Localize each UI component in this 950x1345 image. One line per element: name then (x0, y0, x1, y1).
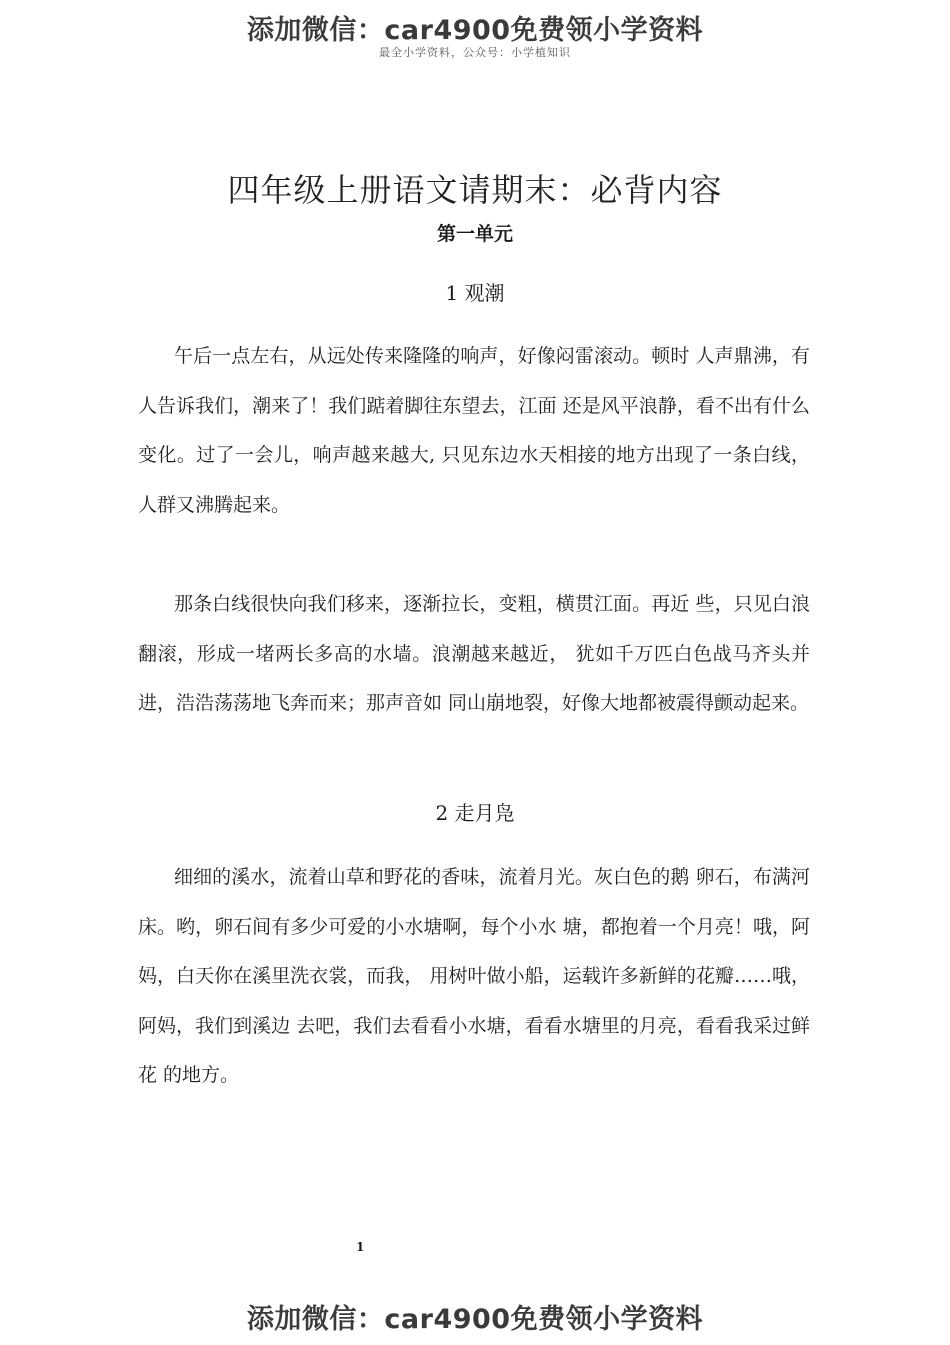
document-title: 四年级上册语文请期末：必背内容 (227, 171, 723, 210)
page-number: 1 (356, 1240, 365, 1254)
header-note: 最全小学资料，公众号：小学植知识 (379, 46, 571, 59)
lesson-2-paragraph-1: 细细的溪水，流着山草和野花的香味，流着月光。灰白色的鹅 卵石，布满河床。哟，卵石间有多少可爱的小水塘啊，每个小水 塘，都抱着一个月亮！哦，阿妈，白天你在溪里洗衣裳，而我， 用树叶做小船，运载许多新鲜的花瓣……哦，阿妈，我们到溪边 去吧，我们去看看小水塘，看看水塘里的月亮，看看我采过鲜花 的地方。 (138, 866, 810, 1086)
lesson-heading-guanchao: 1 观潮 (445, 281, 505, 305)
lesson-heading-zouyue: 2 走月凫 (435, 801, 515, 825)
top-watermark-banner: 添加微信：car4900免费领小学资料 (246, 15, 704, 46)
lesson-1-paragraph-2: 那条白线很快向我们移来，逐渐拉长，变粗，横贯江面。再近 些，只见白浪翻滚，形成一堵两长多高的水墙。浪潮越来越近， 犹如千万匹白色战马齐头并进，浩浩荡荡地飞奔而来；那声音如 同山崩地裂，好像大地都被震得颤动起来。 (138, 593, 810, 714)
lesson-1-paragraph-1: 午后一点左右，从远处传来隆隆的响声，好像闷雷滚动。顿时 人声鼎沸，有人告诉我们，潮来了！我们踮着脚往东望去，江面 还是风平浪静，看不出有什么变化。过了一会儿，响声越来越大, 只见东边水天相接的地方出现了一条白线，人群又沸腾起来。 (138, 345, 810, 516)
unit-heading: 第一单元 (436, 223, 513, 245)
bottom-watermark-banner: 添加微信：car4900免费领小学资料 (246, 1304, 704, 1335)
